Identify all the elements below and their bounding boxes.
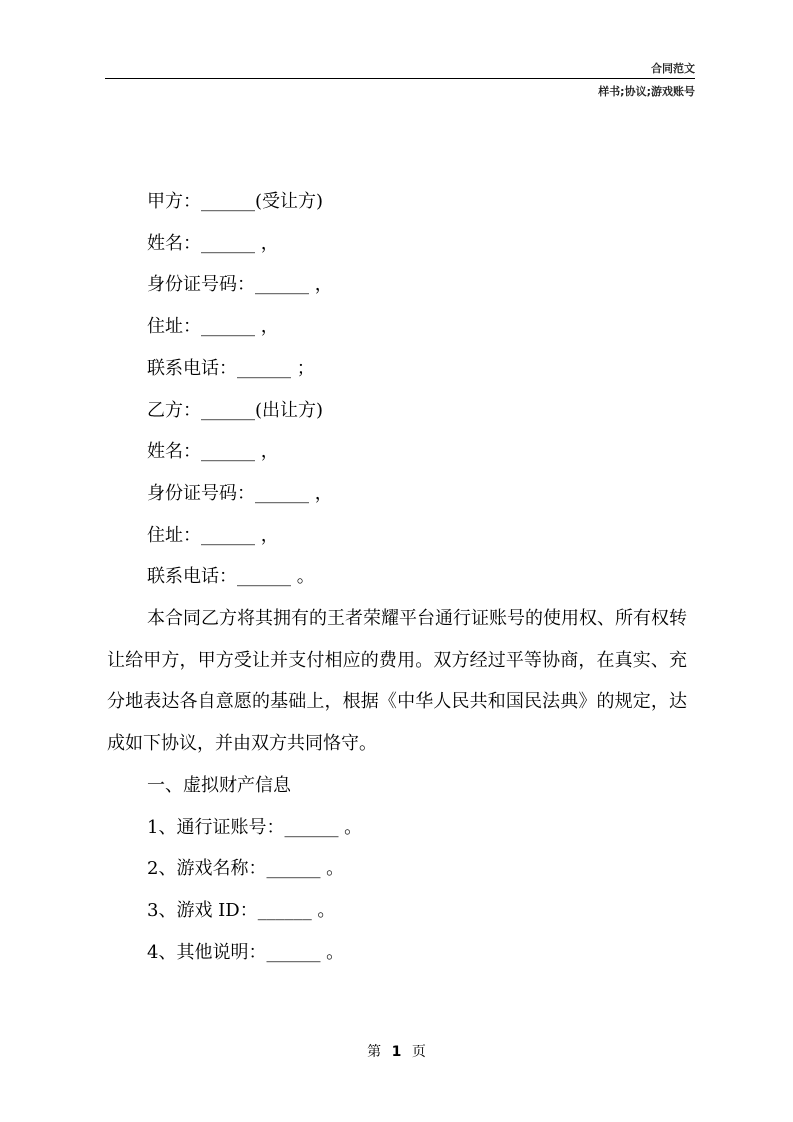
list-item-other-notes: 4、其他说明：______ 。 [147, 941, 345, 963]
list-item-game-id: 3、游戏 ID：______ 。 [147, 899, 336, 921]
party-b-phone: 联系电话：______ 。 [147, 566, 315, 588]
party-a-id-number: 身份证号码：______ ， [147, 274, 333, 296]
party-b-line: 乙方：______(出让方) [147, 399, 324, 421]
page-footer [0, 1043, 793, 1061]
list-item-game-name: 2、游戏名称：______ 。 [147, 858, 345, 880]
section-heading: 一、虚拟财产信息 [147, 774, 291, 796]
agreement-paragraph: 本合同乙方将其拥有的王者荣耀平台通行证账号的使用权、所有权转让给甲方，甲方受让并支付相应的费用。双方经过平等协商，在真实、充分地表达各自意愿的基础上，根据《中华人民共和国民法典》的规定，达成如下协议，并由双方共同恪守。 [107, 608, 687, 755]
party-b-id-number: 身份证号码：______ ， [147, 482, 333, 504]
party-b-address: 住址：______ ， [147, 524, 279, 546]
document-body [107, 181, 687, 973]
party-a-address: 住址：______ ， [147, 316, 279, 338]
header-divider [105, 78, 695, 79]
list-item-account: 1、通行证账号：______ 。 [147, 816, 363, 838]
party-a-line: 甲方：______(受让方) [147, 191, 324, 212]
page-number: 1 [391, 1044, 402, 1060]
header-subtitle: 样书;协议;游戏账号 [598, 85, 695, 98]
party-a-phone: 联系电话：______ ； [147, 357, 315, 379]
party-b-name: 姓名：______ ， [147, 441, 279, 463]
party-a-name: 姓名：______ ， [147, 232, 279, 254]
header-title: 合同范文 [651, 62, 695, 75]
page-suffix: 页 [411, 1044, 426, 1060]
page-prefix: 第 [367, 1044, 382, 1060]
